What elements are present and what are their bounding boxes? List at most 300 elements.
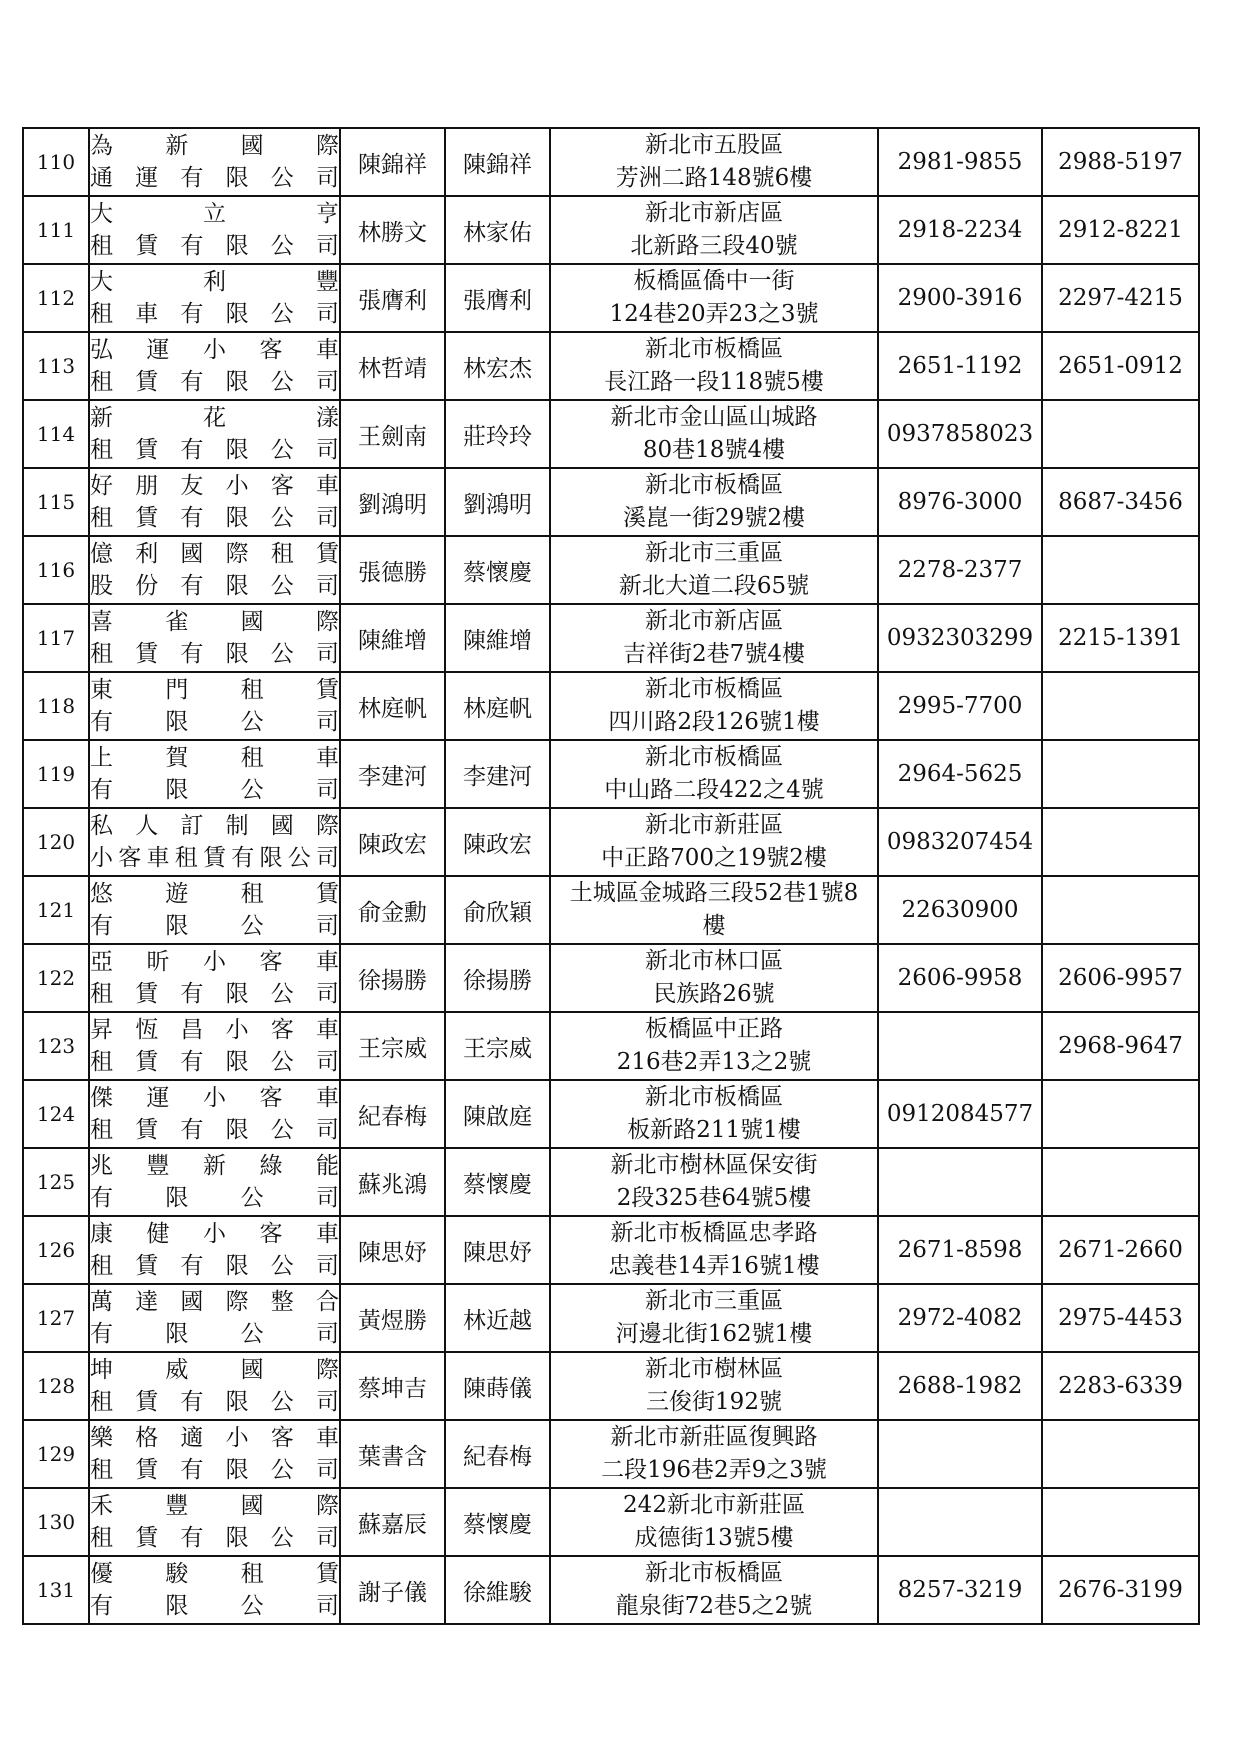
company-name-char: 威	[165, 1357, 189, 1383]
company-name-char: 司	[315, 1185, 339, 1211]
company-name-char: 租	[90, 641, 113, 667]
owner-name: 張膺利	[358, 287, 427, 314]
company-name-char: 客	[259, 1085, 283, 1111]
table-row	[23, 400, 1199, 468]
company-name-char: 有	[90, 913, 113, 939]
address-line-1: 新北市板橋區	[645, 676, 783, 702]
fax-cell	[1042, 332, 1199, 400]
company-name-char: 雀	[165, 609, 189, 635]
row-number-cell	[23, 876, 89, 944]
company-name-line-2	[90, 1182, 339, 1214]
owner-cell	[340, 196, 445, 264]
table-row	[23, 128, 1199, 196]
address-line-1: 板橋區僑中一街	[633, 268, 795, 294]
company-name-char: 車	[146, 845, 170, 871]
company-name-char: 小	[203, 1085, 226, 1111]
company-name-char: 公	[270, 1525, 294, 1551]
company-name-char: 司	[315, 1321, 339, 1347]
company-name-char: 際	[225, 1289, 249, 1315]
table-row	[23, 1216, 1199, 1284]
row-number: 113	[36, 354, 76, 378]
company-name-char: 司	[315, 1117, 339, 1143]
address-line-1: 新北市金山區山城路	[610, 404, 818, 430]
owner-name: 林庭帆	[358, 695, 427, 722]
company-name-char: 能	[316, 1153, 339, 1179]
company-name-line-1	[90, 334, 339, 366]
owner-cell	[340, 1148, 445, 1216]
phone-number: 8257-3219	[897, 1577, 1023, 1603]
contact-cell	[445, 876, 550, 944]
company-name-char: 小	[225, 1425, 249, 1451]
company-name-char: 有	[180, 641, 204, 667]
phone-number: 0983207454	[886, 829, 1034, 855]
company-name-char: 司	[315, 709, 339, 735]
company-name-cell	[89, 1284, 340, 1352]
company-name-char: 有	[180, 437, 204, 463]
address-line-2: 長江路一段118號5樓	[604, 369, 824, 395]
phone-number: 0937858023	[886, 421, 1034, 447]
company-name-char: 公	[240, 709, 264, 735]
row-number: 131	[36, 1578, 76, 1602]
company-name-char: 有	[180, 1253, 204, 1279]
company-name-char: 限	[225, 1049, 249, 1075]
row-number-cell	[23, 128, 89, 196]
owner-name: 林哲靖	[358, 355, 427, 382]
company-name-char: 公	[240, 1593, 264, 1619]
contact-name: 王宗威	[463, 1035, 532, 1062]
company-name-char: 駿	[165, 1561, 189, 1587]
fax-cell	[1042, 536, 1199, 604]
company-name-char: 車	[315, 1017, 339, 1043]
address-line-1: 板橋區中正路	[645, 1016, 783, 1042]
address-cell	[550, 1216, 878, 1284]
company-name-line-2	[90, 230, 339, 262]
table-row	[23, 808, 1199, 876]
owner-name: 蔡坤吉	[358, 1375, 427, 1402]
phone-number: 0912084577	[886, 1101, 1034, 1127]
contact-cell	[445, 604, 550, 672]
address-line-1: 新北市新店區	[645, 608, 783, 634]
address-line-2: 新北大道二段65號	[618, 573, 810, 599]
company-name-cell	[89, 944, 340, 1012]
fax-number: 2297-4215	[1058, 285, 1183, 311]
row-number: 116	[36, 558, 76, 582]
fax-number: 2283-6339	[1058, 1373, 1183, 1399]
company-name-char: 公	[270, 1049, 294, 1075]
row-number-cell	[23, 264, 89, 332]
row-number-cell	[23, 1148, 89, 1216]
company-name-char: 租	[90, 1389, 113, 1415]
contact-cell	[445, 264, 550, 332]
phone-cell	[878, 1420, 1042, 1488]
company-name-line-1	[90, 1082, 339, 1114]
company-name-cell	[89, 1420, 340, 1488]
address-line-2: 中山路二段422之4號	[604, 777, 824, 803]
address-cell	[550, 876, 878, 944]
owner-name: 謝子儀	[358, 1579, 427, 1606]
phone-cell	[878, 740, 1042, 808]
company-name-char: 限	[225, 641, 249, 667]
owner-cell	[340, 1556, 445, 1624]
company-name-char: 公	[270, 1253, 294, 1279]
company-name-char: 利	[203, 269, 226, 295]
address-line-2: 四川路2段126號1樓	[608, 709, 820, 735]
company-name-line-1	[90, 1558, 339, 1590]
company-name-line-1	[90, 130, 339, 162]
company-name-char: 喜	[90, 609, 113, 635]
company-name-char: 租	[90, 1457, 113, 1483]
owner-name: 張德勝	[358, 559, 427, 586]
company-name-char: 客	[259, 337, 283, 363]
company-name-char: 租	[90, 1117, 113, 1143]
company-name-char: 客	[270, 1017, 294, 1043]
phone-number: 2972-4082	[897, 1305, 1023, 1331]
owner-cell	[340, 1080, 445, 1148]
row-number: 110	[36, 150, 76, 174]
address-line-2: 吉祥街2巷7號4樓	[623, 641, 805, 667]
contact-cell	[445, 1420, 550, 1488]
row-number: 122	[36, 966, 76, 990]
contact-name: 徐維駿	[463, 1579, 532, 1606]
address-line-1: 新北市板橋區	[645, 472, 783, 498]
company-name-char: 遊	[165, 881, 189, 907]
company-name-char: 賃	[135, 1253, 159, 1279]
table-row	[23, 1488, 1199, 1556]
address-line-1: 新北市三重區	[645, 540, 783, 566]
company-name-char: 公	[270, 1117, 294, 1143]
company-name-char: 有	[180, 573, 204, 599]
contact-cell	[445, 1012, 550, 1080]
contact-name: 俞欣穎	[463, 899, 532, 926]
company-name-char: 司	[315, 913, 339, 939]
address-line-1: 新北市新店區	[645, 200, 783, 226]
table-row	[23, 1148, 1199, 1216]
row-number-cell	[23, 1488, 89, 1556]
row-number: 119	[36, 762, 76, 786]
company-name-char: 司	[315, 573, 339, 599]
phone-number: 2278-2377	[897, 557, 1023, 583]
company-name-char: 公	[270, 573, 294, 599]
company-name-char: 有	[90, 1185, 113, 1211]
phone-cell	[878, 1080, 1042, 1148]
company-name-char: 客	[118, 845, 142, 871]
contact-cell	[445, 944, 550, 1012]
phone-number: 2900-3916	[897, 285, 1023, 311]
company-name-char: 有	[180, 1389, 204, 1415]
company-name-char: 友	[180, 473, 204, 499]
contact-cell	[445, 740, 550, 808]
company-name-char: 有	[180, 369, 204, 395]
company-name-char: 優	[90, 1561, 113, 1587]
contact-cell	[445, 400, 550, 468]
phone-cell	[878, 468, 1042, 536]
company-name-char: 漾	[316, 405, 339, 431]
fax-cell	[1042, 1284, 1199, 1352]
company-name-char: 限	[165, 1321, 189, 1347]
row-number: 123	[36, 1034, 76, 1058]
phone-cell	[878, 876, 1042, 944]
company-name-char: 賃	[135, 1049, 159, 1075]
contact-cell	[445, 808, 550, 876]
table-row	[23, 740, 1199, 808]
company-name-char: 國	[240, 133, 264, 159]
company-name-line-1	[90, 266, 339, 298]
table-row	[23, 264, 1199, 332]
table-row	[23, 1012, 1199, 1080]
fax-number: 2676-3199	[1058, 1577, 1183, 1603]
company-name-char: 租	[90, 505, 113, 531]
company-name-char: 司	[315, 369, 339, 395]
address-cell	[550, 264, 878, 332]
owner-name: 黃煜勝	[358, 1307, 427, 1334]
company-name-char: 客	[270, 473, 294, 499]
company-name-line-2	[90, 1590, 339, 1622]
contact-name: 劉鴻明	[463, 491, 532, 518]
company-name-char: 賀	[165, 745, 189, 771]
company-name-char: 限	[225, 505, 249, 531]
address-line-2: 溪崑一街29號2樓	[623, 505, 805, 531]
phone-number: 2606-9958	[897, 965, 1023, 991]
address-line-1: 新北市板橋區	[645, 336, 783, 362]
company-name-char: 有	[180, 1525, 204, 1551]
owner-name: 林勝文	[358, 219, 427, 246]
company-name-char: 有	[180, 981, 204, 1007]
row-number-cell	[23, 1352, 89, 1420]
owner-cell	[340, 332, 445, 400]
company-name-char: 司	[315, 1457, 339, 1483]
owner-name: 陳政宏	[358, 831, 427, 858]
contact-cell	[445, 672, 550, 740]
owner-name: 李建河	[358, 763, 427, 790]
phone-cell	[878, 332, 1042, 400]
row-number-cell	[23, 604, 89, 672]
company-name-char: 司	[315, 1593, 339, 1619]
company-name-cell	[89, 876, 340, 944]
phone-cell	[878, 1284, 1042, 1352]
company-name-char: 租	[90, 437, 113, 463]
phone-cell	[878, 1556, 1042, 1624]
company-name-line-1	[90, 1490, 339, 1522]
address-line-1: 新北市五股區	[645, 132, 783, 158]
contact-name: 徐揚勝	[463, 967, 532, 994]
owner-name: 劉鴻明	[358, 491, 427, 518]
company-name-char: 賃	[135, 233, 159, 259]
company-name-char: 有	[180, 1117, 204, 1143]
contact-cell	[445, 1216, 550, 1284]
company-name-char: 國	[240, 609, 264, 635]
phone-number: 2651-1192	[897, 353, 1023, 379]
row-number: 112	[36, 286, 76, 310]
row-number-cell	[23, 196, 89, 264]
address-line-2: 二段196巷2弄9之3號	[601, 1457, 827, 1483]
company-name-char: 際	[315, 1493, 339, 1519]
owner-name: 徐揚勝	[358, 967, 427, 994]
company-name-char: 車	[135, 301, 159, 327]
company-name-char: 限	[225, 233, 249, 259]
contact-cell	[445, 1080, 550, 1148]
company-name-char: 司	[315, 981, 339, 1007]
company-name-line-2	[90, 1386, 339, 1418]
company-name-line-1	[90, 1218, 339, 1250]
phone-cell	[878, 264, 1042, 332]
company-name-char: 東	[90, 677, 113, 703]
table-row	[23, 1420, 1199, 1488]
owner-cell	[340, 1012, 445, 1080]
row-number-cell	[23, 1012, 89, 1080]
company-name-char: 豐	[316, 269, 339, 295]
address-line-2: 板新路211號1樓	[627, 1117, 801, 1143]
company-name-char: 好	[90, 473, 113, 499]
company-name-char: 租	[90, 981, 113, 1007]
company-name-line-1	[90, 198, 339, 230]
company-name-char: 國	[180, 541, 204, 567]
company-name-char: 賃	[315, 1561, 339, 1587]
table-row	[23, 1352, 1199, 1420]
company-name-cell	[89, 332, 340, 400]
company-name-cell	[89, 740, 340, 808]
company-name-char: 私	[90, 813, 113, 839]
company-name-char: 賃	[135, 1525, 159, 1551]
fax-number: 2988-5197	[1058, 149, 1183, 175]
rental-company-table	[22, 127, 1200, 1625]
owner-name: 陳錦祥	[358, 151, 427, 178]
owner-cell	[340, 944, 445, 1012]
company-name-line-2	[90, 774, 339, 806]
owner-cell	[340, 672, 445, 740]
row-number-cell	[23, 332, 89, 400]
company-name-line-1	[90, 674, 339, 706]
company-name-char: 禾	[90, 1493, 113, 1519]
company-name-char: 有	[180, 505, 204, 531]
company-name-char: 限	[225, 1389, 249, 1415]
owner-name: 蘇兆鴻	[358, 1171, 427, 1198]
company-name-line-2	[90, 978, 339, 1010]
row-number-cell	[23, 1420, 89, 1488]
company-name-char: 限	[225, 573, 249, 599]
address-line-1: 新北市樹林區	[645, 1356, 783, 1382]
company-name-char: 車	[316, 337, 339, 363]
company-name-char: 綠	[259, 1153, 283, 1179]
table-body	[23, 128, 1199, 1624]
company-name-char: 朋	[135, 473, 159, 499]
phone-cell	[878, 536, 1042, 604]
company-name-char: 公	[270, 437, 294, 463]
company-name-char: 租	[90, 1525, 113, 1551]
company-name-char: 昕	[146, 949, 170, 975]
phone-number: 2995-7700	[897, 693, 1023, 719]
address-cell	[550, 536, 878, 604]
company-name-char: 車	[316, 1221, 339, 1247]
address-cell	[550, 672, 878, 740]
contact-cell	[445, 1556, 550, 1624]
company-name-line-2	[90, 570, 339, 602]
fax-cell	[1042, 672, 1199, 740]
fax-number: 2671-2660	[1058, 1237, 1183, 1263]
company-name-line-2	[90, 298, 339, 330]
address-line-1: 新北市樹林區保安街	[610, 1152, 818, 1178]
phone-cell	[878, 1148, 1042, 1216]
contact-name: 陳維增	[463, 627, 532, 654]
company-name-char: 小	[225, 473, 249, 499]
company-name-char: 通	[90, 165, 113, 191]
company-name-char: 租	[240, 677, 264, 703]
company-name-char: 司	[315, 505, 339, 531]
row-number: 128	[36, 1374, 76, 1398]
owner-cell	[340, 1352, 445, 1420]
company-name-char: 車	[315, 745, 339, 771]
row-number: 126	[36, 1238, 76, 1262]
company-name-line-1	[90, 878, 339, 910]
address-line-2: 民族路26號	[653, 981, 775, 1007]
contact-name: 蔡懷慶	[463, 1171, 532, 1198]
contact-cell	[445, 1284, 550, 1352]
company-name-char: 公	[270, 981, 294, 1007]
address-line-2: 2段325巷64號5樓	[616, 1185, 812, 1211]
company-name-char: 有	[180, 301, 204, 327]
address-line-2: 樓	[702, 913, 726, 939]
company-name-line-2	[90, 366, 339, 398]
contact-name: 陳啟庭	[463, 1103, 532, 1130]
company-name-char: 亨	[316, 201, 339, 227]
company-name-cell	[89, 1352, 340, 1420]
company-name-char: 租	[240, 881, 264, 907]
fax-cell	[1042, 604, 1199, 672]
row-number-cell	[23, 1080, 89, 1148]
phone-number: 2981-9855	[897, 149, 1023, 175]
table-row	[23, 1284, 1199, 1352]
company-name-char: 國	[240, 1493, 264, 1519]
contact-cell	[445, 1488, 550, 1556]
company-name-char: 豐	[165, 1493, 189, 1519]
row-number-cell	[23, 672, 89, 740]
company-name-cell	[89, 808, 340, 876]
company-name-char: 租	[90, 1049, 113, 1075]
fax-number: 2215-1391	[1058, 625, 1183, 651]
address-cell	[550, 196, 878, 264]
fax-cell	[1042, 1148, 1199, 1216]
address-line-2: 龍泉街72巷5之2號	[615, 1593, 813, 1619]
company-name-char: 公	[270, 641, 294, 667]
company-name-char: 康	[90, 1221, 113, 1247]
row-number-cell	[23, 1216, 89, 1284]
company-name-char: 有	[180, 1049, 204, 1075]
owner-cell	[340, 1216, 445, 1284]
row-number: 127	[36, 1306, 76, 1330]
company-name-char: 限	[165, 709, 189, 735]
fax-cell	[1042, 876, 1199, 944]
address-line-1: 新北市新莊區復興路	[610, 1424, 818, 1450]
company-name-char: 賃	[203, 845, 226, 871]
company-name-line-1	[90, 1354, 339, 1386]
address-line-1: 242新北市新莊區	[623, 1492, 805, 1518]
fax-number: 2975-4453	[1058, 1305, 1183, 1331]
company-name-cell	[89, 536, 340, 604]
company-name-char: 司	[315, 1389, 339, 1415]
address-cell	[550, 944, 878, 1012]
row-number: 115	[36, 490, 76, 514]
owner-name: 王劍南	[358, 423, 427, 450]
company-name-char: 傑	[90, 1085, 113, 1111]
company-name-char: 公	[270, 1389, 294, 1415]
address-line-1: 新北市板橋區	[645, 1560, 783, 1586]
company-name-char: 司	[315, 1525, 339, 1551]
row-number-cell	[23, 944, 89, 1012]
phone-cell	[878, 400, 1042, 468]
contact-name: 蔡懷慶	[463, 559, 532, 586]
company-name-char: 份	[135, 573, 159, 599]
fax-cell	[1042, 944, 1199, 1012]
contact-name: 林庭帆	[463, 695, 532, 722]
